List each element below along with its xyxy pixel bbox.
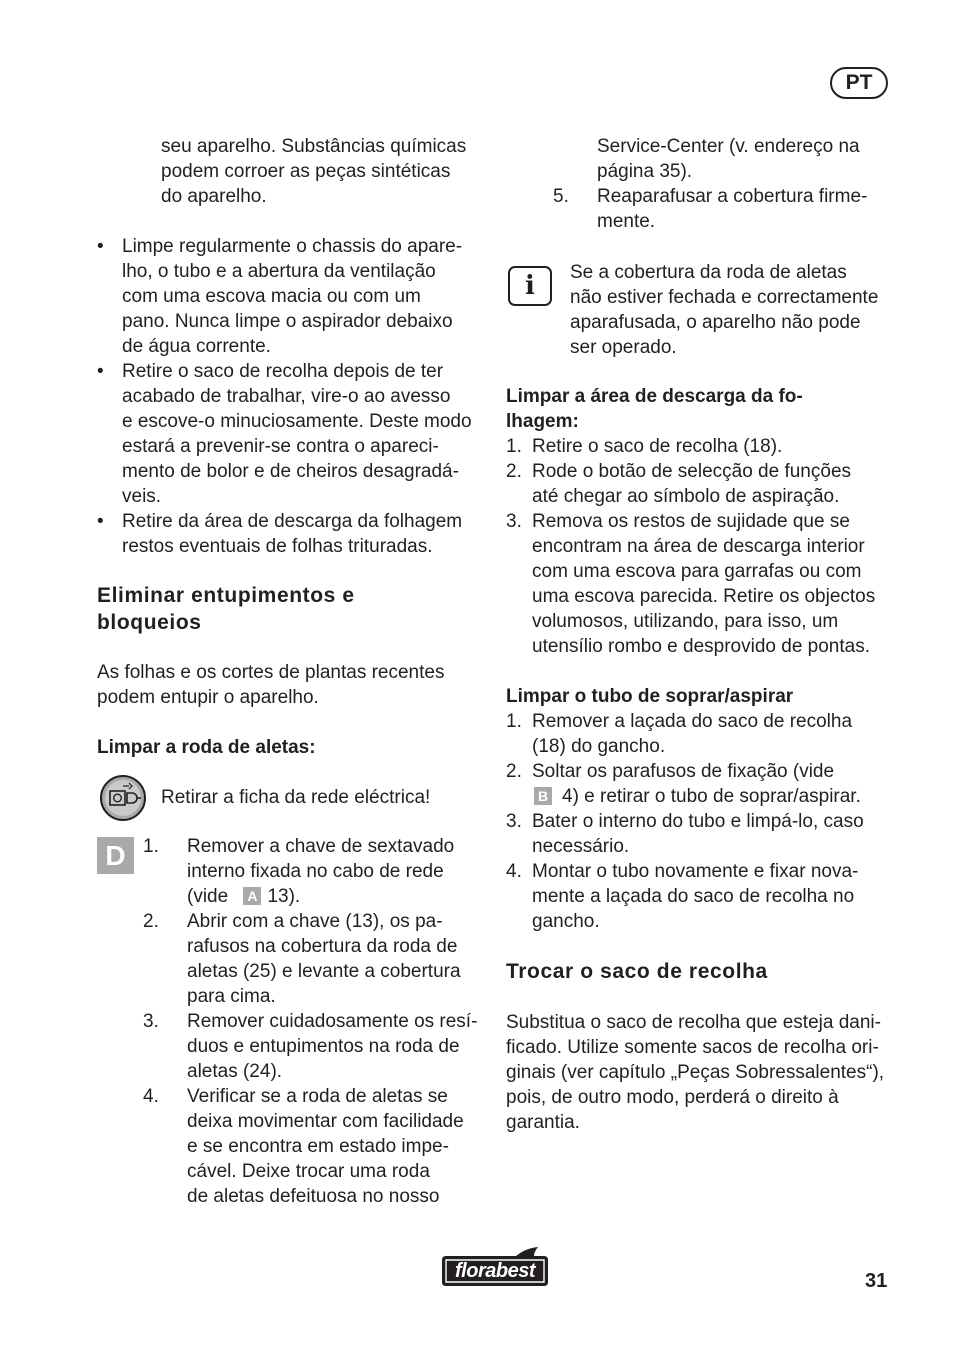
text-line: para cima. bbox=[187, 986, 276, 1007]
list-item bbox=[506, 859, 864, 934]
steps-list bbox=[506, 709, 864, 934]
unplug-text: Retirar a ficha da rede eléctrica! bbox=[161, 787, 431, 808]
text-span: (vide bbox=[187, 886, 229, 907]
text-line: Remover cuidadosamente os resí- bbox=[187, 1011, 478, 1032]
steps-list bbox=[143, 834, 483, 1209]
list-item bbox=[506, 709, 864, 759]
text-line: Remover a laçada do saco de recolha bbox=[532, 711, 853, 732]
text-line: e escove-o minuciosamente. Deste modo bbox=[122, 411, 472, 432]
text-line: uma escova parecida. Retire os objectos bbox=[532, 586, 876, 607]
list-item bbox=[506, 434, 875, 459]
list-item bbox=[143, 834, 483, 909]
text-line: Montar o tubo novamente e fixar nova- bbox=[532, 861, 859, 882]
steps-list bbox=[506, 434, 875, 659]
bullet-item bbox=[97, 509, 472, 559]
page-number: 31 bbox=[865, 1270, 888, 1292]
text-line: ginais (ver capítulo „Peças Sobressalentes“), bbox=[506, 1062, 885, 1083]
text-span: 13). bbox=[267, 886, 301, 907]
text-line: Service-Center (v. endereço na bbox=[597, 136, 860, 157]
text-line: até chegar ao símbolo de aspiração. bbox=[532, 486, 840, 507]
heading-line: Limpar a área de descarga da fo- bbox=[506, 386, 803, 407]
continued-paragraph bbox=[597, 134, 860, 184]
text-line: de água corrente. bbox=[122, 336, 271, 357]
list-item bbox=[143, 909, 483, 1009]
text-line: Retire o saco de recolha (18). bbox=[532, 436, 783, 457]
text-line: de aletas defeituosa no nosso bbox=[187, 1186, 440, 1207]
section-heading: Trocar o saco de recolha bbox=[506, 960, 768, 983]
text-line: Bater o interno do tubo e limpá-lo, caso bbox=[532, 811, 864, 832]
bullet-icon: • bbox=[97, 236, 104, 257]
heading-line: bloqueios bbox=[97, 611, 202, 634]
text-line: com uma escova macia ou com um bbox=[122, 286, 421, 307]
text-line: Verificar se a roda de aletas se bbox=[187, 1086, 448, 1107]
step-number: 3. bbox=[143, 1011, 159, 1032]
text-line: seu aparelho. Substâncias químicas bbox=[161, 136, 467, 157]
text-line: ficado. Utilize somente sacos de recolha ori- bbox=[506, 1037, 879, 1058]
info-icon: i bbox=[508, 266, 552, 306]
text-line: Abrir com a chave (13), os pa- bbox=[187, 911, 443, 932]
text-line: aparafusada, o aparelho não pode bbox=[570, 312, 861, 333]
heading-line: lhagem: bbox=[506, 411, 579, 432]
section-heading bbox=[97, 582, 355, 636]
text-line: e se encontra em estado impe- bbox=[187, 1136, 449, 1157]
text-line: do aparelho. bbox=[161, 186, 267, 207]
text-line: encontram na área de descarga interior bbox=[532, 536, 865, 557]
intro-blockage-paragraph bbox=[97, 660, 444, 710]
text-line: ser operado. bbox=[570, 337, 677, 358]
text-line: gancho. bbox=[532, 911, 600, 932]
unplug-icon bbox=[99, 774, 147, 822]
text-line: Reaparafusar a cobertura firme- bbox=[597, 186, 868, 207]
text-line: Limpe regularmente o chassis do apare- bbox=[122, 236, 463, 257]
text-line: acabado de trabalhar, vire-o ao avesso bbox=[122, 386, 451, 407]
text-line: podem corroer as peças sintéticas bbox=[161, 161, 451, 182]
language-badge: PT bbox=[830, 67, 888, 99]
subheading: Limpar a roda de aletas: bbox=[97, 737, 316, 758]
list-item bbox=[143, 1084, 483, 1209]
text-line: restos eventuais de folhas trituradas. bbox=[122, 536, 433, 557]
bullet-icon: • bbox=[97, 511, 104, 532]
list-item bbox=[506, 809, 864, 859]
step-number: 2. bbox=[506, 461, 522, 482]
text-line: mente. bbox=[597, 211, 656, 232]
heading-line: Eliminar entupimentos e bbox=[97, 584, 355, 607]
florabest-logo bbox=[438, 1244, 552, 1290]
replace-bag-paragraph bbox=[506, 1010, 884, 1135]
text-line: aletas (24). bbox=[187, 1061, 283, 1082]
text-line: com uma escova para garrafas ou com bbox=[532, 561, 862, 582]
text-line: volumosos, utilizando, para isso, um bbox=[532, 611, 839, 632]
bullet-list bbox=[97, 234, 472, 559]
step-number: 3. bbox=[506, 811, 522, 832]
text-line: página 35). bbox=[597, 161, 693, 182]
text-line: garantia. bbox=[506, 1112, 580, 1133]
text-line: podem entupir o aparelho. bbox=[97, 687, 319, 708]
text-line: aletas (25) e levante a cobertura bbox=[187, 961, 461, 982]
intro-paragraph bbox=[161, 134, 466, 209]
figure-d-marker: D bbox=[97, 837, 134, 874]
text-line: pano. Nunca limpe o aspirador debaixo bbox=[122, 311, 453, 332]
list-item bbox=[506, 459, 875, 509]
text-line: lho, o tubo e a abertura da ventilação bbox=[122, 261, 436, 282]
text-line: interno fixada no cabo de rede bbox=[187, 861, 444, 882]
text-line: pois, de outro modo, perderá o direito à bbox=[506, 1087, 839, 1108]
step-number: 5. bbox=[553, 186, 569, 207]
step-number: 1. bbox=[506, 711, 522, 732]
text-line: Retire o saco de recolha depois de ter bbox=[122, 361, 444, 382]
text-line: mente a laçada do saco de recolha no bbox=[532, 886, 855, 907]
step-number: 3. bbox=[506, 511, 522, 532]
bullet-item bbox=[97, 359, 472, 509]
list-item bbox=[553, 184, 867, 234]
text-line: Se a cobertura da roda de aletas bbox=[570, 262, 847, 283]
text-line: Retire da área de descarga da folhagem bbox=[122, 511, 463, 532]
text-line: As folhas e os cortes de plantas recentes bbox=[97, 662, 445, 683]
text-line: estará a prevenir-se contra o apareci- bbox=[122, 436, 439, 457]
step-number: 4. bbox=[506, 861, 522, 882]
text-line: mento de bolor e de cheiros desagradá- bbox=[122, 461, 459, 482]
text-line: Substitua o saco de recolha que esteja dani- bbox=[506, 1012, 881, 1033]
list-item bbox=[506, 509, 875, 659]
text-line: Soltar os parafusos de fixação (vide bbox=[532, 761, 835, 782]
text-line: Rode o botão de selecção de funções bbox=[532, 461, 852, 482]
bullet-item bbox=[97, 234, 472, 359]
figure-b-marker: B bbox=[534, 787, 552, 805]
list-item bbox=[506, 759, 864, 809]
logo-text: florabest bbox=[455, 1260, 535, 1282]
step-number: 1. bbox=[143, 836, 159, 857]
step-number: 4. bbox=[143, 1086, 159, 1107]
text-line bbox=[187, 884, 483, 909]
text-line: veis. bbox=[122, 486, 162, 507]
step-number: 1. bbox=[506, 436, 522, 457]
text-line: utensílio rombo e desprovido de pontas. bbox=[532, 636, 870, 657]
text-line bbox=[532, 784, 864, 809]
text-line: necessário. bbox=[532, 836, 630, 857]
bullet-icon: • bbox=[97, 361, 104, 382]
subheading: Limpar o tubo de soprar/aspirar bbox=[506, 686, 794, 707]
list-item bbox=[143, 1009, 483, 1084]
info-note bbox=[570, 260, 878, 360]
subheading bbox=[506, 384, 803, 434]
text-line: duos e entupimentos na roda de bbox=[187, 1036, 460, 1057]
text-line: Remova os restos de sujidade que se bbox=[532, 511, 850, 532]
figure-a-marker: A bbox=[243, 887, 261, 905]
text-span: 4) e retirar o tubo de soprar/aspirar. bbox=[562, 786, 861, 807]
text-line: deixa movimentar com facilidade bbox=[187, 1111, 464, 1132]
text-line: (18) do gancho. bbox=[532, 736, 666, 757]
step-number: 2. bbox=[506, 761, 522, 782]
text-line: rafusos na cobertura da roda de bbox=[187, 936, 458, 957]
step-number: 2. bbox=[143, 911, 159, 932]
text-line: Remover a chave de sextavado bbox=[187, 836, 455, 857]
text-line: não estiver fechada e correctamente bbox=[570, 287, 879, 308]
text-line: cável. Deixe trocar uma roda bbox=[187, 1161, 430, 1182]
